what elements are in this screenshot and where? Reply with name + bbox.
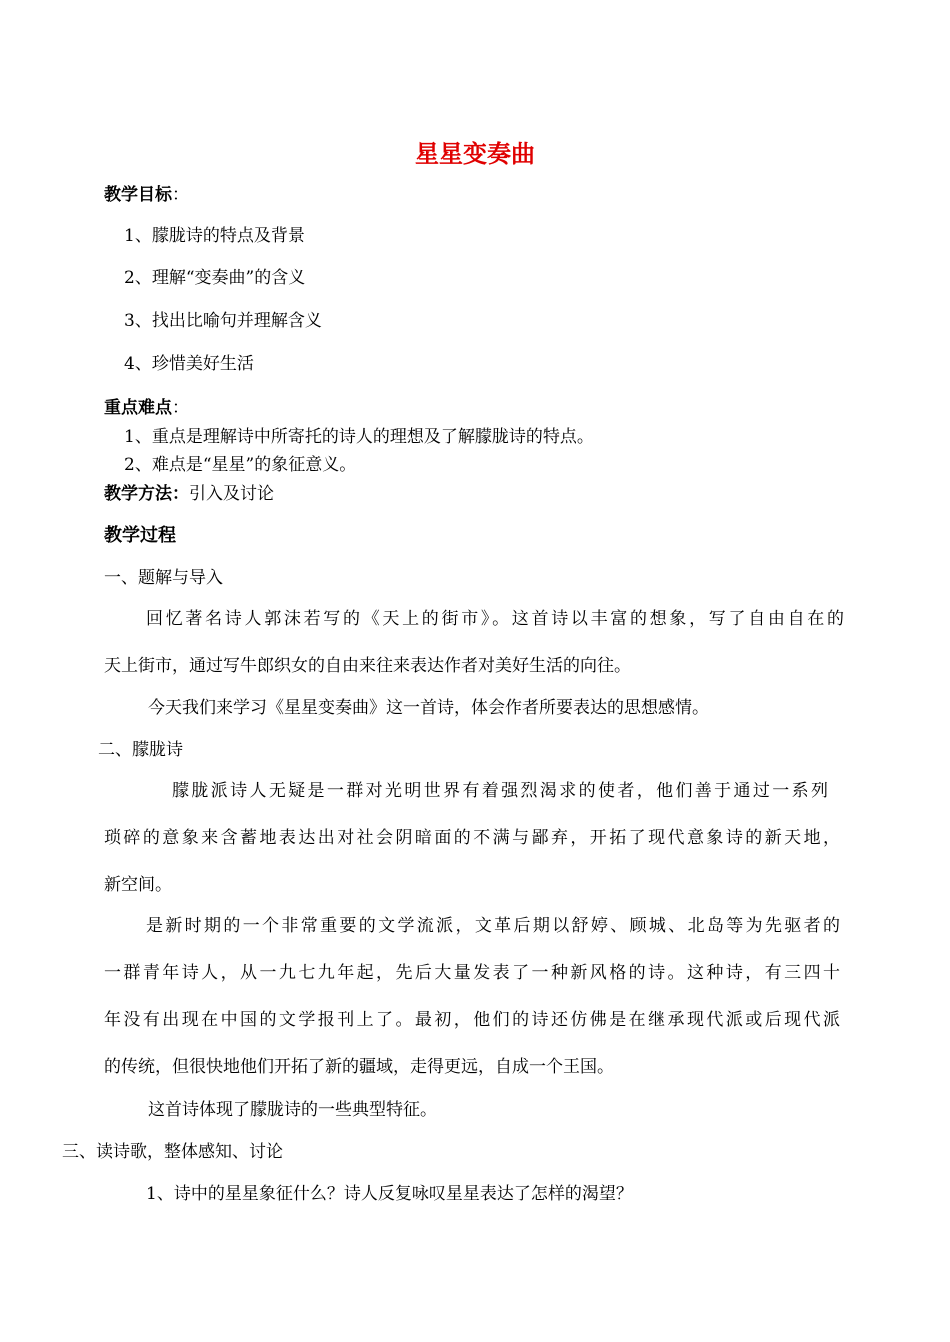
- objective-item-1: 1、朦胧诗的特点及背景: [124, 226, 305, 246]
- section-1-paragraph-1-line-1: 回忆著名诗人郭沫若写的《天上的街市》。这首诗以丰富的想象，写了自由自在的: [146, 609, 844, 629]
- section-2-paragraph-1-line-1: 朦胧派诗人无疑是一群对光明世界有着强烈渴求的使者，他们善于通过一系列: [172, 781, 828, 801]
- section-2-paragraph-2-line-3: 年没有出现在中国的文学报刊上了。最初，他们的诗还仿佛是在继承现代派或后现代派: [104, 1010, 840, 1030]
- section-2-paragraph-1-line-2: 琐碎的意象来含蓄地表达出对社会阴暗面的不满与鄙弃，开拓了现代意象诗的新天地，: [104, 828, 840, 848]
- method-heading: 教学方法：: [104, 484, 189, 504]
- key-points-heading: [104, 398, 189, 418]
- method-text: 引入及讨论: [189, 484, 274, 504]
- key-point-item-1: 1、重点是理解诗中所寄托的诗人的理想及了解朦胧诗的特点。: [124, 427, 594, 447]
- section-3-question-1: 1、诗中的星星象征什么？诗人反复咏叹星星表达了怎样的渴望？: [146, 1184, 633, 1204]
- document-title: 星星变奏曲: [415, 139, 535, 168]
- section-2-paragraph-2-line-4: 的传统，但很快地他们开拓了新的疆域，走得更远，自成一个王国。: [104, 1057, 614, 1077]
- objectives-heading-colon: ：: [172, 185, 189, 205]
- key-point-item-2: 2、难点是“星星”的象征意义。: [124, 455, 357, 475]
- section-2-paragraph-1-line-3: 新空间。: [104, 875, 172, 895]
- section-2-paragraph-2-line-1: 是新时期的一个非常重要的文学流派，文革后期以舒婷、顾城、北岛等为先驱者的: [146, 916, 840, 936]
- key-points-heading-text: 重点难点: [104, 398, 172, 418]
- process-heading: 教学过程: [104, 525, 176, 546]
- objective-item-4: 4、珍惜美好生活: [124, 354, 254, 374]
- method-line: [104, 484, 274, 504]
- section-2-heading: 二、朦胧诗: [98, 740, 183, 760]
- section-1-paragraph-1-line-2: 天上街市，通过写牛郎织女的自由来往来表达作者对美好生活的向往。: [104, 656, 631, 676]
- key-points-heading-colon: ：: [172, 398, 189, 418]
- section-1-heading: 一、题解与导入: [104, 568, 223, 588]
- section-1-paragraph-2: 今天我们来学习《星星变奏曲》这一首诗，体会作者所要表达的思想感情。: [148, 698, 709, 718]
- objectives-heading: [104, 185, 189, 205]
- section-3-heading: 三、读诗歌，整体感知、讨论: [62, 1142, 283, 1162]
- objective-item-3: 3、找出比喻句并理解含义: [124, 311, 322, 331]
- section-2-paragraph-2-line-2: 一群青年诗人，从一九七九年起，先后大量发表了一种新风格的诗。这种诗，有三四十: [104, 963, 840, 983]
- objective-item-2: 2、理解“变奏曲”的含义: [124, 268, 306, 288]
- section-2-paragraph-3: 这首诗体现了朦胧诗的一些典型特征。: [148, 1100, 437, 1120]
- objectives-heading-text: 教学目标: [104, 185, 172, 205]
